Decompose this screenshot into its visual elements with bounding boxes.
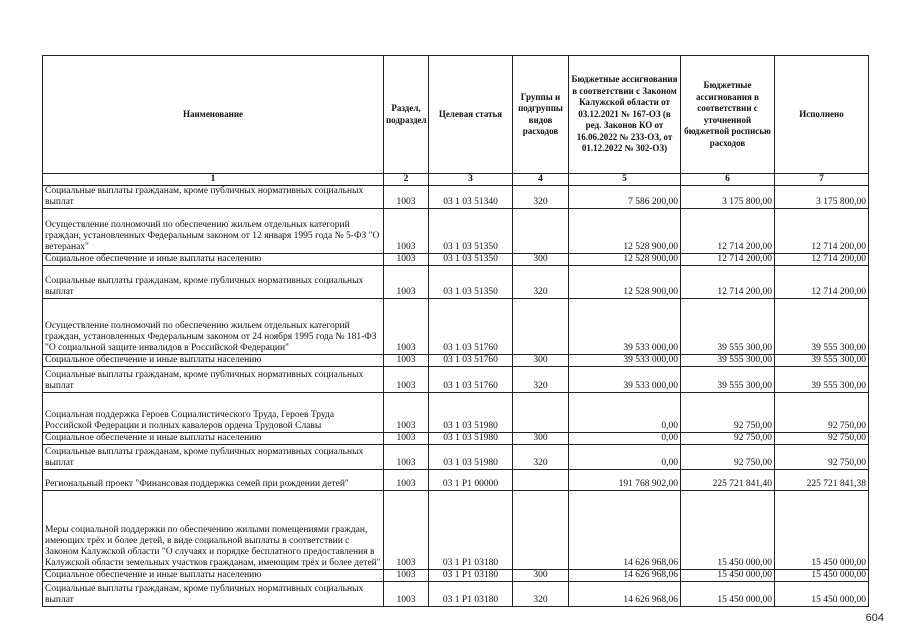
row-name: Социальное обеспечение и иные выплаты населению [43,433,384,445]
header-groups: Группы и подгруппы видов расходов [513,56,569,174]
row-group: 300 [513,254,569,266]
row-target: 03 1 03 51340 [429,186,513,209]
header-row [43,56,869,174]
row-section: 1003 [384,355,429,367]
row-group: 320 [513,186,569,209]
row-executed-amount: 39 555 300,00 [775,355,869,367]
row-group: 320 [513,582,569,607]
row-name: Социальные выплаты гражданам, кроме публичных нормативных социальных выплат [43,445,384,470]
row-updated-amount: 92 750,00 [681,393,775,433]
row-section: 1003 [384,433,429,445]
row-executed-amount: 15 450 000,00 [775,582,869,607]
row-target: 03 1 03 51760 [429,367,513,393]
row-section: 1003 [384,186,429,209]
row-name: Осуществление полномочий по обеспечению жильем отдельных категорий граждан, установленных Федеральным законом от 12 января 1995 года № 5-ФЗ "О ветеранах" [43,209,384,254]
row-group: 320 [513,367,569,393]
header-assignments-law: Бюджетные ассигнования в соответствии с Законом Калужской области от 03.12.2021 № 167-ОЗ (в ред. Законов КО от 16.06.2022 № 233-ОЗ, от 01.12.2022 № 302-ОЗ) [569,56,681,174]
row-updated-amount: 12 714 200,00 [681,266,775,299]
row-executed-amount: 15 450 000,00 [775,491,869,570]
row-updated-amount: 39 555 300,00 [681,355,775,367]
row-law-amount: 12 528 900,00 [569,266,681,299]
row-section: 1003 [384,393,429,433]
row-executed-amount: 39 555 300,00 [775,299,869,355]
row-law-amount: 39 533 000,00 [569,299,681,355]
row-updated-amount: 12 714 200,00 [681,254,775,266]
row-section: 1003 [384,470,429,491]
column-number: 1 [43,174,384,186]
row-law-amount: 12 528 900,00 [569,254,681,266]
row-name: Социальные выплаты гражданам, кроме публичных нормативных социальных выплат [43,582,384,607]
row-target: 03 1 03 51350 [429,254,513,266]
row-group [513,491,569,570]
row-section: 1003 [384,582,429,607]
row-law-amount: 0,00 [569,393,681,433]
row-name: Региональный проект "Финансовая поддержка семей при рождении детей" [43,470,384,491]
row-executed-amount: 225 721 841,38 [775,470,869,491]
row-law-amount: 14 626 968,06 [569,491,681,570]
table-row [43,254,869,266]
table-row [43,491,869,570]
table-row [43,433,869,445]
row-executed-amount: 92 750,00 [775,433,869,445]
row-executed-amount: 3 175 800,00 [775,186,869,209]
column-number: 2 [384,174,429,186]
table-row [43,186,869,209]
row-law-amount: 0,00 [569,433,681,445]
row-executed-amount: 12 714 200,00 [775,209,869,254]
row-section: 1003 [384,299,429,355]
row-target: 03 1 03 51980 [429,433,513,445]
table-row [43,299,869,355]
row-name: Социальное обеспечение и иные выплаты населению [43,254,384,266]
column-numbers-row [43,174,869,186]
page-number: 604 [865,612,884,624]
row-updated-amount: 15 450 000,00 [681,570,775,582]
row-executed-amount: 39 555 300,00 [775,367,869,393]
row-updated-amount: 12 714 200,00 [681,209,775,254]
row-updated-amount: 15 450 000,00 [681,491,775,570]
budget-document [42,55,869,607]
row-name: Осуществление полномочий по обеспечению жильем отдельных категорий граждан, установленных Федеральным законом от 24 ноября 1995 года № 181-ФЗ "О социальной защите инвалидов в Российской Федерации" [43,299,384,355]
table-row [43,367,869,393]
row-law-amount: 14 626 968,06 [569,582,681,607]
row-section: 1003 [384,570,429,582]
table-row [43,570,869,582]
row-group [513,209,569,254]
row-name: Социальные выплаты гражданам, кроме публичных нормативных социальных выплат [43,266,384,299]
row-target: 03 1 P1 00000 [429,470,513,491]
row-name: Социальное обеспечение и иные выплаты населению [43,355,384,367]
row-updated-amount: 39 555 300,00 [681,367,775,393]
row-group: 320 [513,445,569,470]
table-row [43,209,869,254]
row-group: 320 [513,266,569,299]
row-updated-amount: 225 721 841,40 [681,470,775,491]
row-target: 03 1 03 51350 [429,266,513,299]
row-updated-amount: 15 450 000,00 [681,582,775,607]
row-section: 1003 [384,266,429,299]
row-executed-amount: 92 750,00 [775,393,869,433]
row-name: Социальное обеспечение и иные выплаты населению [43,570,384,582]
row-executed-amount: 92 750,00 [775,445,869,470]
row-section: 1003 [384,491,429,570]
table-row [43,355,869,367]
column-number: 3 [429,174,513,186]
header-assignments-updated: Бюджетные ассигнования в соответствии с уточненной бюджетной росписью расходов [681,56,775,174]
column-number: 6 [681,174,775,186]
row-target: 03 1 03 51980 [429,393,513,433]
row-law-amount: 12 528 900,00 [569,209,681,254]
row-law-amount: 39 533 000,00 [569,355,681,367]
row-group: 300 [513,433,569,445]
row-name: Социальные выплаты гражданам, кроме публичных нормативных социальных выплат [43,367,384,393]
row-target: 03 1 P1 03180 [429,570,513,582]
row-group [513,299,569,355]
row-executed-amount: 12 714 200,00 [775,266,869,299]
table-row [43,470,869,491]
row-group [513,393,569,433]
row-section: 1003 [384,445,429,470]
row-executed-amount: 12 714 200,00 [775,254,869,266]
header-executed: Исполнено [775,56,869,174]
table-row [43,445,869,470]
row-law-amount: 191 768 902,00 [569,470,681,491]
table-row [43,393,869,433]
row-section: 1003 [384,209,429,254]
row-group: 300 [513,355,569,367]
row-updated-amount: 92 750,00 [681,445,775,470]
header-target: Целевая статья [429,56,513,174]
budget-table [42,55,869,607]
row-target: 03 1 03 51760 [429,355,513,367]
row-law-amount: 14 626 968,06 [569,570,681,582]
row-executed-amount: 15 450 000,00 [775,570,869,582]
row-updated-amount: 3 175 800,00 [681,186,775,209]
row-name: Социальная поддержка Героев Социалистического Труда, Героев Труда Российской Федерации и полных кавалеров ордена Трудовой Славы [43,393,384,433]
row-law-amount: 0,00 [569,445,681,470]
row-group: 300 [513,570,569,582]
column-number: 4 [513,174,569,186]
row-updated-amount: 39 555 300,00 [681,299,775,355]
row-target: 03 1 03 51350 [429,209,513,254]
row-law-amount: 39 533 000,00 [569,367,681,393]
row-section: 1003 [384,254,429,266]
row-group [513,470,569,491]
row-section: 1003 [384,367,429,393]
table-row [43,582,869,607]
row-name: Меры социальной поддержки по обеспечению жилыми помещениями граждан, имеющих трёх и более детей, в виде социальной выплаты в соответствии с Законом Калужской области "О случаях и порядке бесплатного предоставления в Калужской области земельных участков гражданам, имеющим трёх и более детей" [43,491,384,570]
header-name: Наименование [43,56,384,174]
row-target: 03 1 03 51980 [429,445,513,470]
row-target: 03 1 P1 03180 [429,582,513,607]
column-number: 5 [569,174,681,186]
row-target: 03 1 P1 03180 [429,491,513,570]
row-target: 03 1 03 51760 [429,299,513,355]
row-law-amount: 7 586 200,00 [569,186,681,209]
header-section: Раздел, подраздел [384,56,429,174]
table-row [43,266,869,299]
row-updated-amount: 92 750,00 [681,433,775,445]
row-name: Социальные выплаты гражданам, кроме публичных нормативных социальных выплат [43,186,384,209]
column-number: 7 [775,174,869,186]
